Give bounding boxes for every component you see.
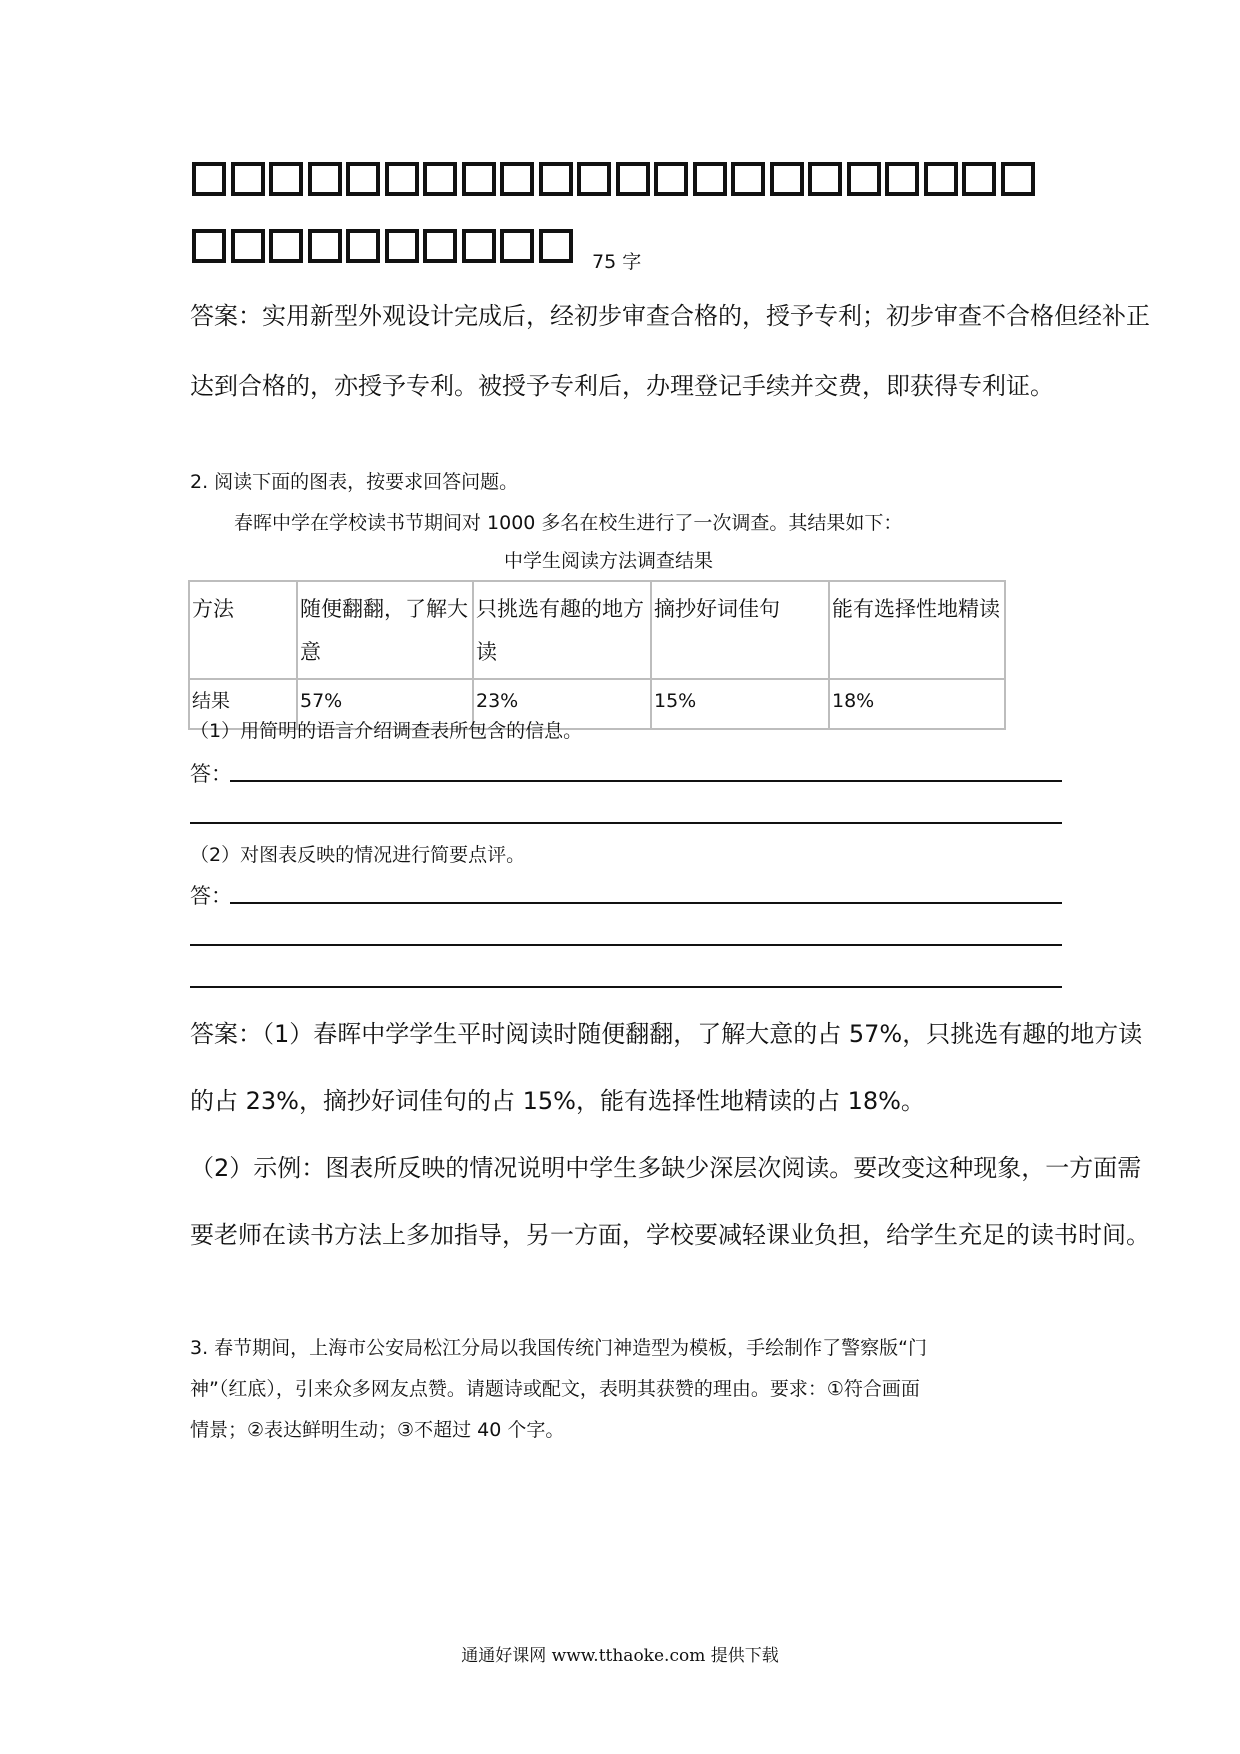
- placeholder-box: [693, 162, 727, 196]
- placeholder-boxes-row-1: [192, 162, 1035, 196]
- placeholder-box: [231, 229, 265, 263]
- placeholder-box: [577, 162, 611, 196]
- placeholder-boxes-row-2: [192, 229, 573, 263]
- placeholder-box: [1001, 162, 1035, 196]
- answer-label: 答：: [190, 762, 232, 786]
- placeholder-box: [192, 162, 226, 196]
- placeholder-box: [539, 229, 573, 263]
- table-cell: 15%: [651, 679, 829, 729]
- q2-sub-question-1: （1）用简明的语言介绍调查表所包含的信息。: [190, 720, 583, 742]
- table-cell: 23%: [473, 679, 651, 729]
- placeholder-box: [423, 162, 457, 196]
- answer-line[interactable]: [190, 822, 1062, 824]
- q1-answer-line-1: 答案：实用新型外观设计完成后，经初步审查合格的，授予专利；初步审查不合格但经补正: [190, 302, 1150, 330]
- placeholder-box: [385, 229, 419, 263]
- table-row: [189, 581, 1005, 679]
- placeholder-box: [269, 229, 303, 263]
- placeholder-box: [731, 162, 765, 196]
- table-title: 中学生阅读方法调查结果: [504, 550, 714, 572]
- table-row-label: 结果: [189, 679, 297, 729]
- placeholder-box: [192, 229, 226, 263]
- footer-text: 通通好课网 www.tthaoke.com 提供下载: [461, 1646, 779, 1666]
- placeholder-box: [924, 162, 958, 196]
- placeholder-box: [885, 162, 919, 196]
- q3-line-1: 3. 春节期间，上海市公安局松江分局以我国传统门神造型为模板，手绘制作了警察版“门: [190, 1337, 928, 1359]
- placeholder-box: [847, 162, 881, 196]
- q2-title: 2. 阅读下面的图表，按要求回答问题。: [190, 471, 519, 493]
- table-header-cell: 方法: [189, 581, 297, 679]
- placeholder-box: [808, 162, 842, 196]
- placeholder-box: [616, 162, 650, 196]
- placeholder-box: [500, 162, 534, 196]
- table-header-cell: 只挑选有趣的地方读: [473, 581, 651, 679]
- q2-answer-line-2: 的占 23%，摘抄好词佳句的占 15%，能有选择性地精读的占 18%。: [190, 1087, 925, 1115]
- placeholder-box: [462, 162, 496, 196]
- answer-line[interactable]: [230, 902, 1062, 904]
- placeholder-box: [423, 229, 457, 263]
- q2-intro: 春晖中学在学校读书节期间对 1000 多名在校生进行了一次调查。其结果如下：: [234, 512, 903, 534]
- placeholder-box: [385, 162, 419, 196]
- q1-answer-line-2: 达到合格的，亦授予专利。被授予专利后，办理登记手续并交费，即获得专利证。: [190, 372, 1054, 400]
- placeholder-box: [346, 162, 380, 196]
- placeholder-box: [269, 162, 303, 196]
- placeholder-box: [962, 162, 996, 196]
- q2-answer-line-3: （2）示例：图表所反映的情况说明中学生多缺少深层次阅读。要改变这种现象，一方面需: [190, 1154, 1142, 1182]
- placeholder-box: [539, 162, 573, 196]
- answer-line[interactable]: [190, 944, 1062, 946]
- placeholder-box: [654, 162, 688, 196]
- table-header-cell: 随便翻翻，了解大意: [297, 581, 473, 679]
- placeholder-box: [770, 162, 804, 196]
- answer-label: 答：: [190, 884, 232, 908]
- q2-answer-line-1: 答案：（1）春晖中学学生平时阅读时随便翻翻，了解大意的占 57%，只挑选有趣的地方读: [190, 1020, 1143, 1048]
- answer-line[interactable]: [230, 780, 1062, 782]
- survey-table: [188, 580, 1006, 730]
- placeholder-box: [500, 229, 534, 263]
- placeholder-box: [231, 162, 265, 196]
- placeholder-box: [462, 229, 496, 263]
- placeholder-box: [308, 162, 342, 196]
- word-count-suffix: 75 字: [592, 251, 642, 273]
- table-cell: 18%: [829, 679, 1005, 729]
- q2-sub-question-2: （2）对图表反映的情况进行简要点评。: [190, 844, 526, 866]
- table-header-cell: 摘抄好词佳句: [651, 581, 829, 679]
- q3-line-3: 情景；②表达鲜明生动；③不超过 40 个字。: [190, 1419, 565, 1441]
- table-cell: 57%: [297, 679, 473, 729]
- q3-line-2: 神”（红底），引来众多网友点赞。请题诗或配文，表明其获赞的理由。要求：①符合画面: [190, 1378, 920, 1400]
- placeholder-box: [308, 229, 342, 263]
- answer-line[interactable]: [190, 986, 1062, 988]
- placeholder-box: [346, 229, 380, 263]
- table-header-cell: 能有选择性地精读: [829, 581, 1005, 679]
- q2-answer-line-4: 要老师在读书方法上多加指导，另一方面，学校要减轻课业负担，给学生充足的读书时间。: [190, 1221, 1150, 1249]
